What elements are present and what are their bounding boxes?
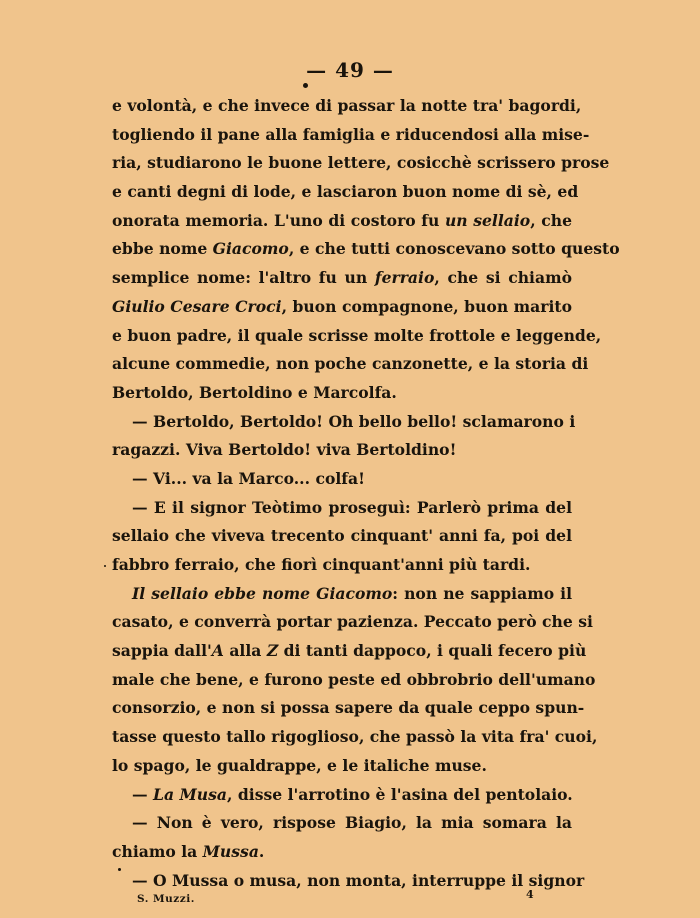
text-line	[112, 293, 572, 322]
text-line	[112, 121, 590, 150]
text-run: , che si chiamò	[434, 268, 572, 288]
ink-speck	[104, 565, 106, 567]
italic-text: Il sellaio ebbe nome Giacomo	[132, 583, 393, 603]
margin-mark	[118, 868, 121, 871]
text-run: onorata memoria. L'uno di costoro fu	[112, 210, 445, 230]
text-run: — Vi... va la Marco... colfa!	[132, 468, 365, 488]
text-run: togliendo il pane alla famiglia e riducendosi alla mise-	[112, 124, 590, 144]
text-run: lo spago, le gualdrappe, e le italiche muse.	[112, 755, 487, 775]
italic-text: ferraio	[374, 268, 435, 288]
text-run: —	[132, 784, 154, 804]
text-line	[112, 350, 589, 379]
text-line	[112, 465, 572, 494]
text-run: — Bertoldo, Bertoldo! Oh bello bello! sclamarono i	[132, 411, 576, 431]
text-run: Bertoldo, Bertoldino e Marcolfa.	[112, 382, 397, 402]
text-line	[112, 838, 572, 867]
text-run: .	[258, 841, 265, 861]
text-line	[112, 235, 620, 264]
page-number: — 49 —	[306, 58, 394, 82]
text-run: ragazzi. Viva Bertoldo! viva Bertoldino!	[112, 440, 457, 460]
text-run: e buon padre, il quale scrisse molte frottole e leggende,	[112, 325, 602, 345]
text-line	[112, 580, 572, 609]
text-run: , buon compagnone, buon marito	[281, 296, 572, 316]
text-run: — E il signor Teòtimo proseguì: Parlerò prima del	[132, 497, 572, 517]
text-run: : non ne sappiamo il	[392, 583, 572, 603]
text-line	[112, 408, 576, 437]
text-run: male che bene, e furono peste ed obbrobrio dell'umano	[112, 669, 596, 689]
text-run: tasse questo tallo rigoglioso, che passò la vita fra' cuoi,	[112, 727, 598, 747]
text-run: ebbe nome	[112, 239, 213, 259]
text-line	[112, 178, 579, 207]
text-line	[112, 867, 585, 896]
text-run: — Non è vero, rispose Biagio, la mia somara la	[132, 813, 572, 833]
body-text	[112, 92, 620, 895]
text-run: alcune commedie, non poche canzonette, e la storia di	[112, 354, 589, 374]
italic-text: Giacomo	[212, 239, 289, 259]
text-line	[112, 494, 572, 523]
text-line	[112, 436, 572, 465]
text-run: consorzio, e non si possa sapere da quale ceppo spun-	[112, 698, 585, 718]
text-line	[112, 809, 572, 838]
italic-text: Giulio Cesare Croci	[112, 296, 282, 316]
text-run: e volontà, e che invece di passar la notte tra' bagordi,	[112, 96, 582, 115]
text-line	[112, 752, 572, 781]
text-line	[112, 666, 596, 695]
text-run: casato, e converrà portar pazienza. Peccato però che si	[112, 612, 593, 632]
text-run: sappia dall'	[112, 641, 212, 661]
text-line	[112, 149, 610, 178]
text-run: , che	[530, 210, 572, 230]
sheet-number: 4	[526, 888, 534, 901]
text-line	[112, 551, 572, 580]
italic-text: Mussa	[202, 841, 259, 861]
italic-text: La Musa	[153, 784, 228, 804]
text-run: alla	[223, 641, 267, 661]
text-run: chiamo la	[112, 841, 203, 861]
italic-text: un sellaio	[444, 210, 531, 230]
text-line	[112, 522, 572, 551]
italic-text: Z	[266, 641, 279, 661]
text-line	[112, 264, 572, 293]
text-run: — O Mussa o musa, non monta, interruppe il signor	[132, 870, 585, 890]
italic-text: A	[211, 641, 224, 661]
text-run: sellaio che viveva trecento cinquant' anni fa, poi del	[112, 526, 572, 546]
text-line	[112, 379, 572, 408]
text-line	[112, 694, 585, 723]
ink-dot	[303, 83, 308, 88]
text-line	[112, 207, 572, 236]
text-line	[112, 608, 593, 637]
text-run: e canti degni di lode, e lasciaron buon nome di sè, ed	[112, 182, 579, 202]
text-run: , e che tutti conoscevano sotto questo	[288, 239, 620, 259]
text-run: semplice nome: l'altro fu un	[112, 268, 375, 288]
text-line	[112, 781, 572, 810]
text-line	[112, 322, 602, 351]
text-run: , disse l'arrotino è l'asina del pentolaio.	[227, 784, 573, 804]
text-run: ria, studiarono le buone lettere, cosicchè scrissero prose	[112, 153, 610, 173]
text-run: fabbro ferraio, che fiorì cinquant'anni più tardi.	[112, 555, 531, 574]
signature-mark: S. Muzzi.	[137, 893, 195, 905]
text-line	[112, 92, 582, 121]
text-line	[112, 723, 598, 752]
text-line	[112, 637, 587, 666]
text-run: di tanti dappoco, i quali fecero più	[278, 641, 587, 661]
